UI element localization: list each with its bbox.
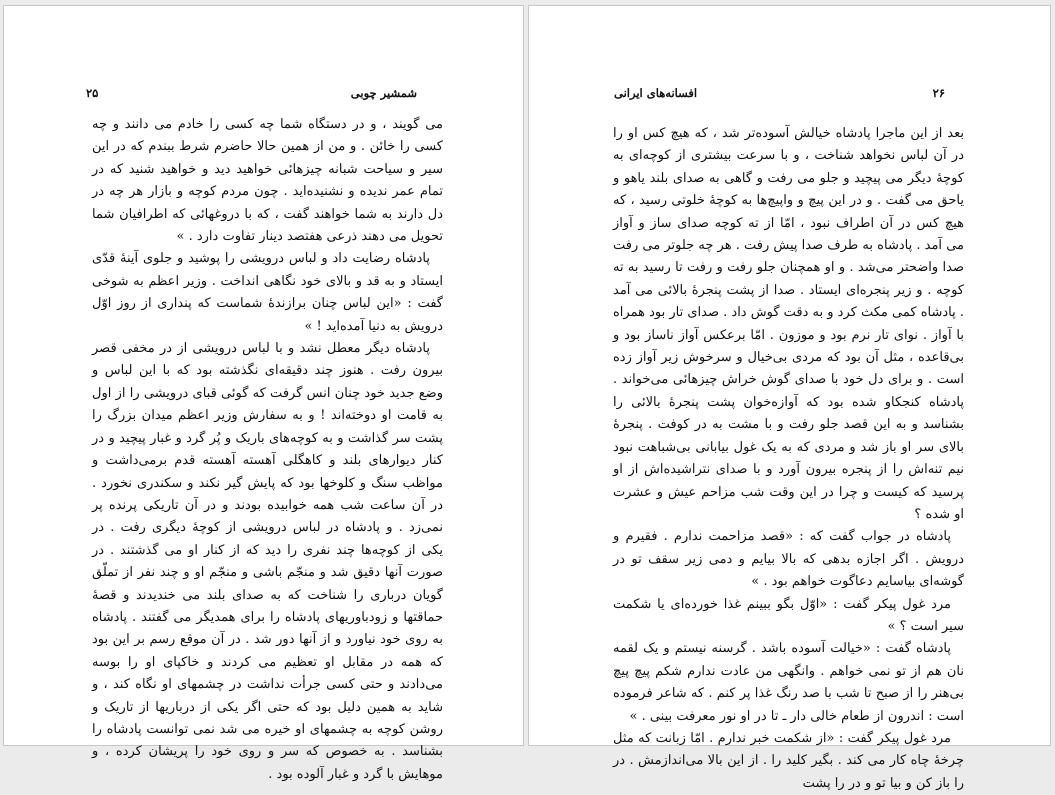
left-page bbox=[3, 5, 524, 782]
paragraph: پادشاه در جواب گفت که : «قصد مزاحمت ندارم . فقیرم و درویش . اگر اجازه بدهی که بالا بیایم و دمی زیر سقف تو در گوشه‌ای بیاسایم دعاگوت خواهم بود . » bbox=[613, 529, 964, 590]
left-running-title: شمشیر چوبی bbox=[350, 86, 417, 100]
left-page-header bbox=[86, 86, 417, 100]
left-page-body bbox=[92, 114, 443, 786]
paragraph: می گویند ، و در دستگاه شما چه کسی را خادم می دانند و چه کسی را خائن . و من از همین حالا حاضرم شرط ببندم که در این سیر و سیاحت شبانه چیزهائی خواهید دید و خواهید شنید که در تمام عمر ندیده و نشنیده‌اید . چون مردم کوچه و بازار هر چه در دل دارند به شما خواهند گفت ، که با دروغهائی که اطرافیان شما تحویل می دهند ذرعی هفتصد دینار تفاوت دارد . » bbox=[92, 117, 443, 245]
paragraph: بعد از این ماجرا پادشاه خیالش آسوده‌تر شد ، که هیچ کس او را در آن لباس نخواهد شناخت ، و با سرعت بیشتری از کوچه‌ای به کوچهٔ دیگر می پیچید و جلو می رفت و گاهی به صدای بلند یاهو و یاحق می گفت . و در این پیچ و واپیچ‌ها به کوچهٔ خلوتی رسید ، که هیچ کس در آن اطراف نبود ، امّا از ته کوچه صدای ساز و آواز می آمد . پادشاه به طرف صدا پیش رفت . هر چه جلوتر می رفت صدا واضحتر می‌شد . و او همچنان جلو رفت و رفت تا رسید به ته کوچه . و زیر پنجره‌ای ایستاد . صدا از پشت پنجرهٔ بالائی می آمد . پادشاه کمی مکث کرد و به دقت گوش داد . صدای تار بود همراه با آواز . نوای تار نرم بود و موزون . امّا برعکس آواز ناساز بود و بی‌قاعده ، مثل آن بود که مردی بی‌خیال و سرخوش زیر آواز زده است . و برای دل خود با صدای گوش خراش چیزهائی می‌خواند . پادشاه کنجکاو شده بود که آوازه‌خوان پشت پنجرهٔ بالائی را بشناسد و به این قصد جلو رفت و با مشت به در کوفت . پنجرهٔ بالای سر او باز شد و مردی که به یک غول بیابانی بی‌شباهت نبود نیم تنه‌اش را از پنجره بیرون آورد و با صدای نتراشیده‌اش از او پرسید که کیست و چرا در این وقت شب مزاحم عیش و عشرت او شده ؟ bbox=[613, 126, 964, 522]
paragraph: مرد غول پیکر گفت : «اوّل بگو ببینم غذا خورده‌ای یا شکمت سیر است ؟ » bbox=[613, 596, 964, 634]
right-page bbox=[528, 5, 1051, 791]
left-page-number: ۲۵ bbox=[86, 86, 99, 100]
right-running-title: افسانه‌های ایرانی bbox=[614, 86, 698, 100]
right-page-body bbox=[613, 123, 964, 795]
paragraph: پادشاه رضایت داد و لباس درویشی را پوشید و جلوی آینهٔ قدّی ایستاد و به قد و بالای خود نگاهی انداخت . وزیر اعظم به شوخی گفت : «این لباس چنان برازندهٔ شماست که پنداری از روز اوّل درویش به دنیا آمده‌اید ! » bbox=[92, 251, 443, 334]
paragraph: پادشاه گفت : «خیالت آسوده باشد . گرسنه نیستم و یک لقمه نان هم از تو نمی خواهم . وانگهی من عادت ندارم شکم پیچ پیچ بی‌هنر را از صبح تا شب با صد رنگ غذا پر کنم . که شاعر فرموده است : اندرون از طعام خالی دار ـ تا در او نور معرفت بینی . » bbox=[613, 641, 964, 724]
paragraph: پادشاه دیگر معطل نشد و با لباس درویشی از در مخفی قصر بیرون رفت . هنوز چند دقیقه‌ای نگذشته بود که با این لباس و وضع جدید خود چنان انس گرفت که گوئی قبای درویشی را از اول به قامت او دوخته‌اند ! و به سفارش وزیر اعظم میدان بزرگ را پشت سر گذاشت و به کوچه‌های باریک و پُر گرد و غبار پیچید و در کنار دیوارهای بلند و کاهگلی آهسته آهسته قدم برمی‌داشت و مواظب سنگ و کلوخها بود که پایش گیر نکند و سکندری نخورد . در آن ساعت شب همه خوابیده بودند و در آن تاریکی پرنده پر نمی‌زد . و پادشاه در لباس درویشی از کوچهٔ دیگری رفت . در یکی از کوچه‌ها چند نفری را دید که از کنار او می گذشتند . در صورت آنها دقیق شد و منجّم باشی و منجّم او و چند نفر از تملّق گویان درباری را شناخت که به صدای بلند می خندیدند و قصهٔ حماقتها و زودباوریهای پادشاه را برای همدیگر می گفتند . پادشاه به روی خود نیاورد و از آنها دور شد . در آن موقع رسم بر این بود که همه در مقابل او تعظیم می کردند و خاکپای او را بوسه می‌دادند و حتی کسی جرأت نداشت در چشمهای او نگاه کند ، و شاید به همین دلیل بود که حتی اگر یکی از درباریها از تاریک و روشن کوچه به چشمهای او خیره می شد نمی توانست پادشاه را بشناسد . به خصوص که سر و روی خود را پریشان کرده ، و موهایش با گرد و غبار آلوده بود . bbox=[92, 341, 443, 782]
right-page-header bbox=[614, 86, 945, 100]
paragraph: مرد غول پیکر گفت : «از شکمت خبر ندارم . امّا زبانت که مثل چرخهٔ چاه کار می کند . بگیر کلید را . از این بالا می‌اندازمش . در را باز کن و بیا تو و در را پشت bbox=[613, 730, 964, 791]
right-page-number: ۲۶ bbox=[932, 86, 945, 100]
